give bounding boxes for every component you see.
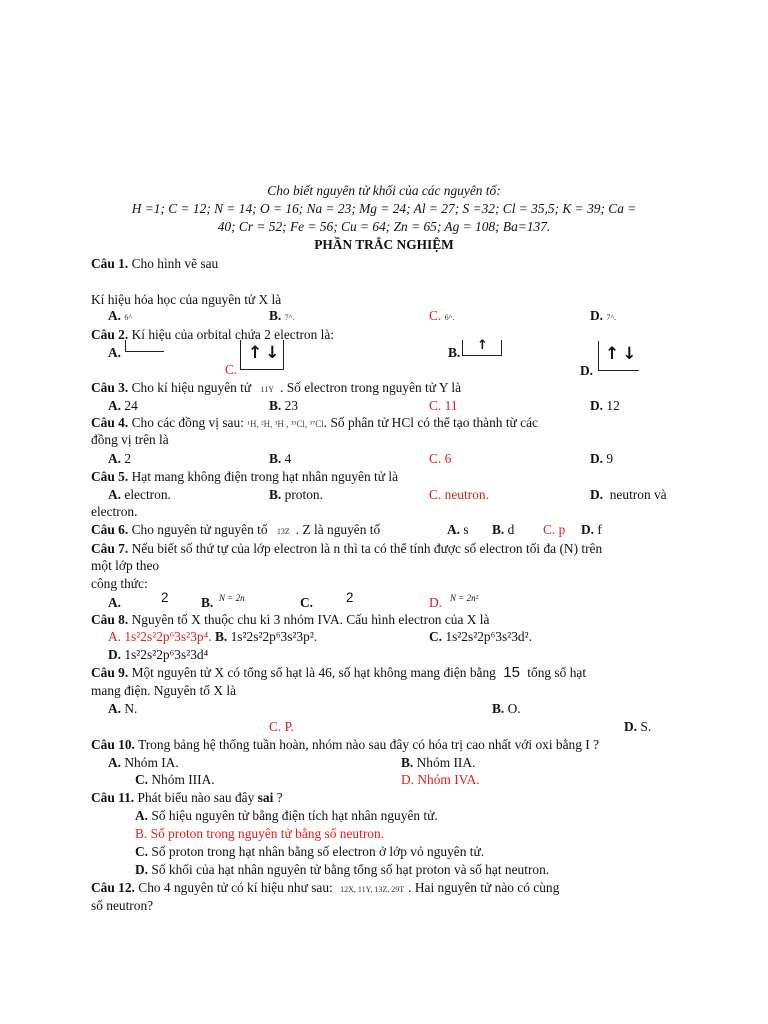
q4-option-d: D. 9 [590,451,614,466]
q9-option-d: D. S. [624,719,652,734]
q11-option-d: D. Số khối của hạt nhân nguyên tử bằng tổng số hạt proton và số hạt neutron. [135,862,550,877]
q4-option-a: A. 2 [108,451,132,466]
question-6: Câu 6. Cho nguyên tử nguyên tố 13Z . Z là nguyên tố [91,522,381,537]
q7-option-c-label: C. [300,595,314,610]
q1-option-a: A. 6^ [108,308,133,323]
q7-option-d-value: N = 2n² [450,593,479,603]
q7-option-a-value: 2 [161,590,169,605]
atomic-masses-line2: 40; Cr = 52; Fe = 56; Cu = 64; Zn = 65; Ag = 108; Ba=137. [217,219,551,234]
q7-option-c-value: 2 [346,590,354,605]
question-12-line2: số neutron? [91,898,154,913]
q5-option-d: D. neutron và [590,487,667,502]
q6-option-c: C. p [543,522,566,537]
q1-option-d: D. 7^. [590,308,617,323]
q2-option-a-label: A. [108,345,122,360]
q5-option-b: B. proton. [269,487,323,502]
q9-option-a: A. N. [108,701,138,716]
q10-option-c: C. Nhóm IIIA. [135,772,215,787]
q2-orbital-a [125,340,164,352]
question-9: Câu 9. Một nguyên tử X có tổng số hạt là 46, số hạt không mang điện bằng 15 tổng số hạt [91,664,587,681]
q6-option-d: D. f [581,522,602,537]
q3-option-b: B. 23 [269,398,299,413]
q5-option-c: C. neutron. [429,487,489,502]
q11-option-b: B. Số proton trong nguyên tử bằng số neutron. [135,826,385,841]
q5-option-a: A. electron. [108,487,171,502]
q4-option-c: C. 6 [429,451,452,466]
q10-option-d: D. Nhóm IVA. [401,772,480,787]
q11-option-a: A. Số hiệu nguyên tử bằng điện tích hạt nhân nguyên tử. [135,808,438,823]
question-1-stem: Kí hiệu hóa học của nguyên tử X là [91,292,282,307]
q4-option-b: B. 4 [269,451,292,466]
question-11: Câu 11. Phát biểu nào sau đây sai ? [91,790,283,805]
q2-orbital-b: ↑ [462,340,502,356]
q8-option-a: A. 1s²2s²2p⁶3s²3p⁴. [108,629,212,644]
q9-option-c: C. P. [269,719,294,734]
question-3: Câu 3. Cho kí hiệu nguyên tử 11Y . Số electron trong nguyên tử Y là [91,380,462,395]
q7-option-b-value: N = 2n [219,593,245,603]
question-4: Câu 4. Cho các đồng vị sau: ¹H, ²H, ³H , ³⁵Cl, ³⁷Cl. Số phân tử HCl có thể tạo thành từ các [91,415,538,430]
q3-option-c: C. 11 [429,398,458,413]
question-7-line2: một lớp theo [91,558,160,573]
q6-option-a: A. s [447,522,469,537]
q2-orbital-c: ↑↓ [240,340,284,370]
question-7-line3: công thức: [91,576,148,591]
atomic-masses-line1: H =1; C = 12; N = 14; O = 16; Na = 23; Mg = 24; Al = 27; S =32; Cl = 35,5; K = 39; Ca = [131,201,637,216]
q9-option-b: B. O. [492,701,521,716]
section-title: PHẦN TRẮC NGHIỆM [314,237,454,252]
q7-option-d-label: D. [429,595,443,610]
q5-option-d-continued: electron. [91,504,138,519]
question-1: Câu 1. Cho hình vẽ sau [91,256,219,271]
q2-option-c-label: C. [225,362,238,377]
question-5: Câu 5. Hạt mang không điện trong hạt nhân nguyên tử là [91,469,399,484]
question-12: Câu 12. Cho 4 nguyên tử có kí hiệu như sau: 12X, 11Y, 13Z, 29T . Hai nguyên tử nào có cùng [91,880,560,895]
question-4-line2: đồng vị trên là [91,432,169,447]
q1-option-c: C. 6^. [429,308,455,323]
question-10: Câu 10. Trong bảng hệ thống tuần hoàn, nhóm nào sau đây có hóa trị cao nhất với oxi bằng I ? [91,737,600,752]
question-7: Câu 7. Nếu biết số thứ tự của lớp electron là n thì ta có thể tính được số electron tối đa (N) trên [91,541,603,556]
q2-orbital-d: ↑↓ [598,341,639,371]
q7-option-a-label: A. [108,595,122,610]
q10-option-a: A. Nhóm IA. [108,755,179,770]
q1-option-b: B. 7^. [269,308,295,323]
q8-option-d: D. 1s²2s²2p⁶3s²3d⁴ [108,647,209,662]
question-2: Câu 2. Kí hiệu của orbital chứa 2 electron là: [91,327,335,342]
question-8: Câu 8. Nguyên tố X thuộc chu kì 3 nhóm IVA. Cấu hình electron của X là [91,612,490,627]
intro-line: Cho biết nguyên tử khối của các nguyên tố: [267,183,501,198]
q10-option-b: B. Nhóm IIA. [401,755,476,770]
q8-option-c: C. 1s²2s²2p⁶3s²3d². [429,629,532,644]
q11-option-c: C. Số proton trong hạt nhân bằng số electron ở lớp vỏ nguyên tử. [135,844,485,859]
question-9-line2: mang điện. Nguyên tố X là [91,683,237,698]
q3-option-a: A. 24 [108,398,138,413]
q2-option-b-label: B. [448,345,461,360]
q8-options-ab: A. 1s²2s²2p⁶3s²3p⁴. B. 1s²2s²2p⁶3s²3p². [108,629,318,644]
q7-option-b-label: B. [201,595,214,610]
q2-option-d-label: D. [580,363,594,378]
q3-option-d: D. 12 [590,398,620,413]
q6-option-b: B. d [492,522,515,537]
